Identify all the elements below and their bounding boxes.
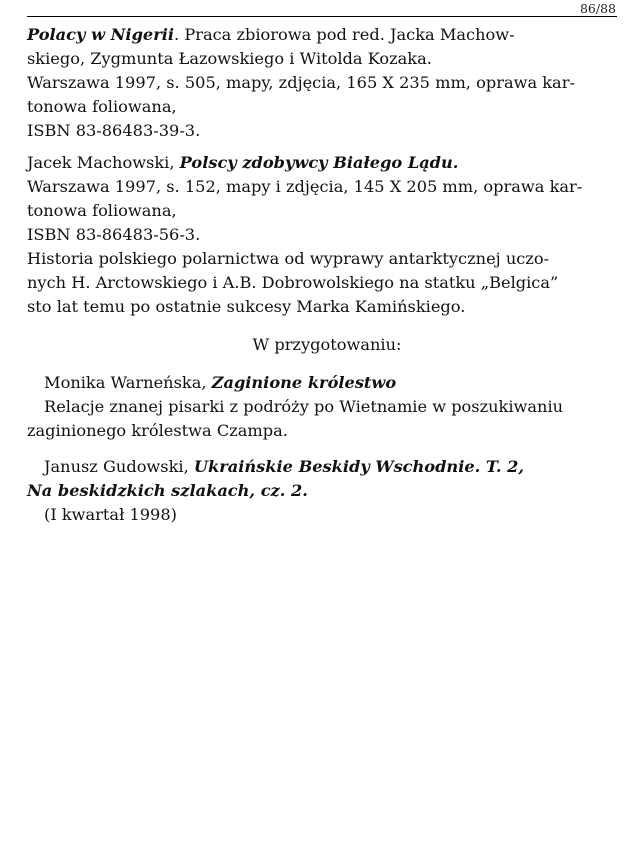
isbn-line: ISBN 83-86483-56-3. [27, 225, 201, 244]
section-heading: W przygotowaniu: [252, 335, 402, 354]
book-title: Polscy zdobywcy Białego Lądu. [179, 153, 459, 172]
upcoming-entry-ukrainskie-beskidy [27, 455, 627, 527]
description-line: Historia polskiego polarnictwa od wyprawy antarktycznej uczo- [27, 249, 550, 268]
isbn-line: ISBN 83-86483-39-3. [27, 121, 201, 140]
book-author: Jacek Machowski, [27, 153, 180, 172]
book-subtitle: Na beskidzkich szlakach, cz. 2. [27, 481, 308, 500]
description-line: Relacje znanej pisarki z podróży po Wietnamie w poszukiwaniu [44, 397, 564, 416]
upcoming-entry-zaginione-krolestwo [27, 371, 627, 443]
header-rule [27, 16, 617, 17]
book-entry-polacy-w-nigerii [27, 23, 627, 143]
entry-line: tonowa foliowana, [27, 201, 177, 220]
description-line: zaginionego królestwa Czampa. [27, 421, 288, 440]
entry-line: skiego, Zygmunta Łazowskiego i Witolda Kozaka. [27, 49, 432, 68]
release-note: (I kwartał 1998) [44, 505, 177, 524]
entry-line: Warszawa 1997, s. 505, mapy, zdjęcia, 165 X 235 mm, oprawa kar- [27, 73, 575, 92]
description-line: nych H. Arctowskiego i A.B. Dobrowolskiego na statku „Belgica” [27, 273, 559, 292]
book-author: Janusz Gudowski, [44, 457, 194, 476]
entry-line [27, 455, 627, 479]
entry-line [27, 151, 627, 175]
entry-line: Warszawa 1997, s. 152, mapy i zdjęcia, 145 X 205 mm, oprawa kar- [27, 177, 583, 196]
entry-text: . Praca zbiorowa pod red. Jacka Machow- [174, 25, 515, 44]
book-author: Monika Warneńska, [44, 373, 212, 392]
book-title: Polacy w Nigerii [27, 25, 175, 44]
book-entry-polscy-zdobywcy [27, 151, 627, 319]
page-number: 86/88 [579, 1, 616, 16]
entry-line [27, 23, 627, 47]
description-line: sto lat temu po ostatnie sukcesy Marka Kamińskiego. [27, 297, 466, 316]
book-title: Ukraińskie Beskidy Wschodnie. T. 2, [193, 457, 525, 476]
entry-line: tonowa foliowana, [27, 97, 177, 116]
page-content [27, 23, 627, 535]
entry-line [27, 371, 627, 395]
book-title: Zaginione królestwo [211, 373, 397, 392]
